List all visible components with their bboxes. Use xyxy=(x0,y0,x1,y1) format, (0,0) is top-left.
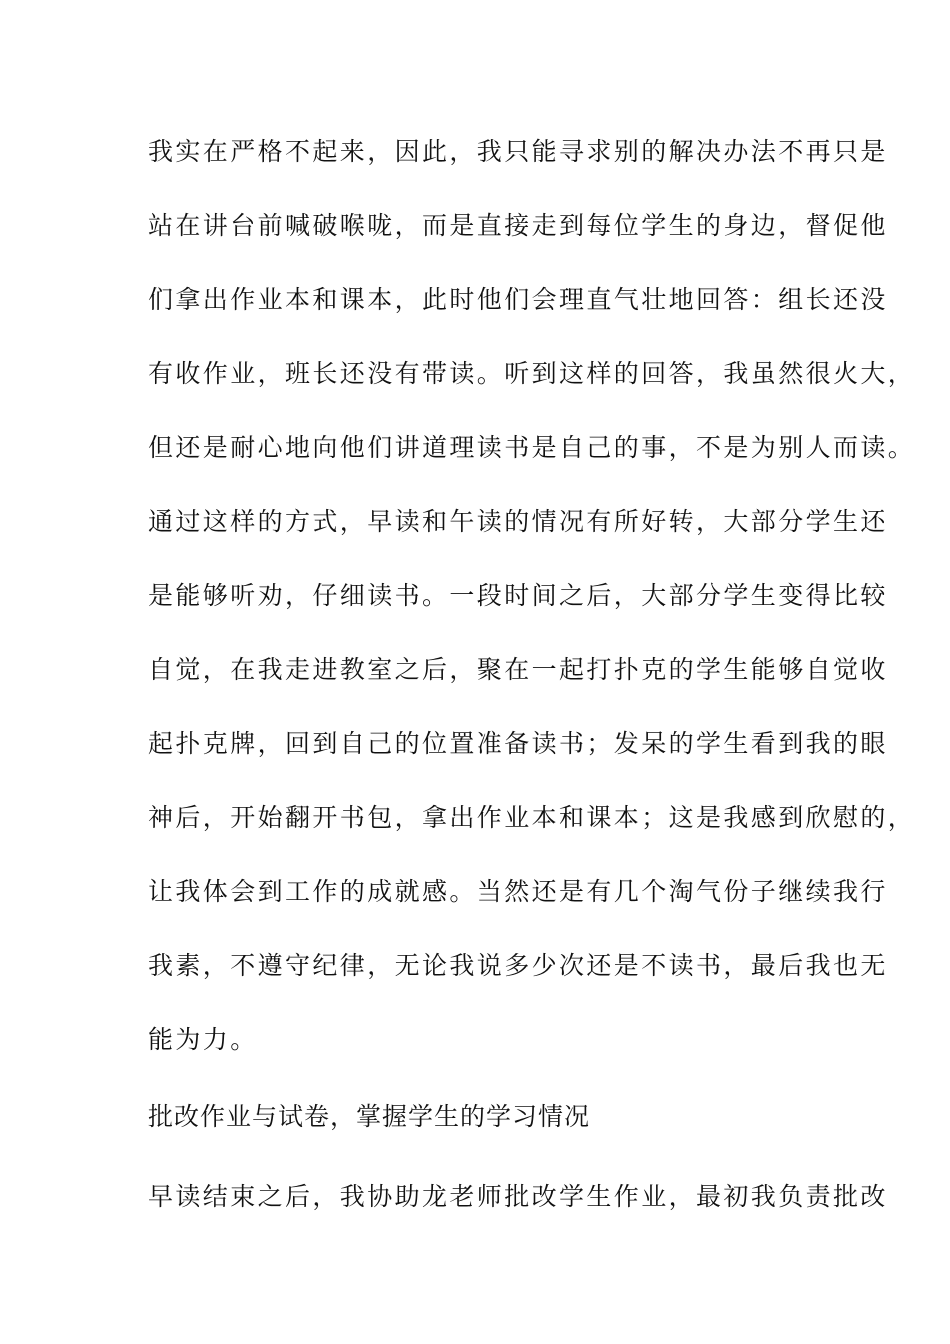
text-line: 但还是耐心地向他们讲道理读书是自己的事，不是为别人而读。 xyxy=(148,433,916,462)
text-line: 起扑克牌，回到自己的位置准备读书；发呆的学生看到我的眼 xyxy=(148,729,888,758)
text-line: 早读结束之后，我协助龙老师批改学生作业，最初我负责批改 xyxy=(148,1182,888,1211)
text-line: 是能够听劝，仔细读书。一段时间之后，大部分学生变得比较 xyxy=(148,581,888,610)
text-line: 我素，不遵守纪律，无论我说多少次还是不读书，最后我也无 xyxy=(148,951,888,980)
text-line: 们拿出作业本和课本，此时他们会理直气壮地回答：组长还没 xyxy=(148,285,888,314)
text-line: 让我体会到工作的成就感。当然还是有几个淘气份子继续我行 xyxy=(148,877,888,906)
text-line: 通过这样的方式，早读和午读的情况有所好转，大部分学生还 xyxy=(148,507,888,536)
text-line: 自觉，在我走进教室之后，聚在一起打扑克的学生能够自觉收 xyxy=(148,655,888,684)
text-line: 站在讲台前喊破喉咙，而是直接走到每位学生的身边，督促他 xyxy=(148,211,888,240)
text-line: 能为力。 xyxy=(148,1025,258,1054)
text-line: 神后，开始翻开书包，拿出作业本和课本；这是我感到欣慰的， xyxy=(148,803,916,832)
text-line: 我实在严格不起来，因此，我只能寻求别的解决办法不再只是 xyxy=(148,137,888,166)
section-heading: 批改作业与试卷，掌握学生的学习情况 xyxy=(148,1102,591,1131)
text-line: 有收作业，班长还没有带读。听到这样的回答，我虽然很火大， xyxy=(148,359,916,388)
